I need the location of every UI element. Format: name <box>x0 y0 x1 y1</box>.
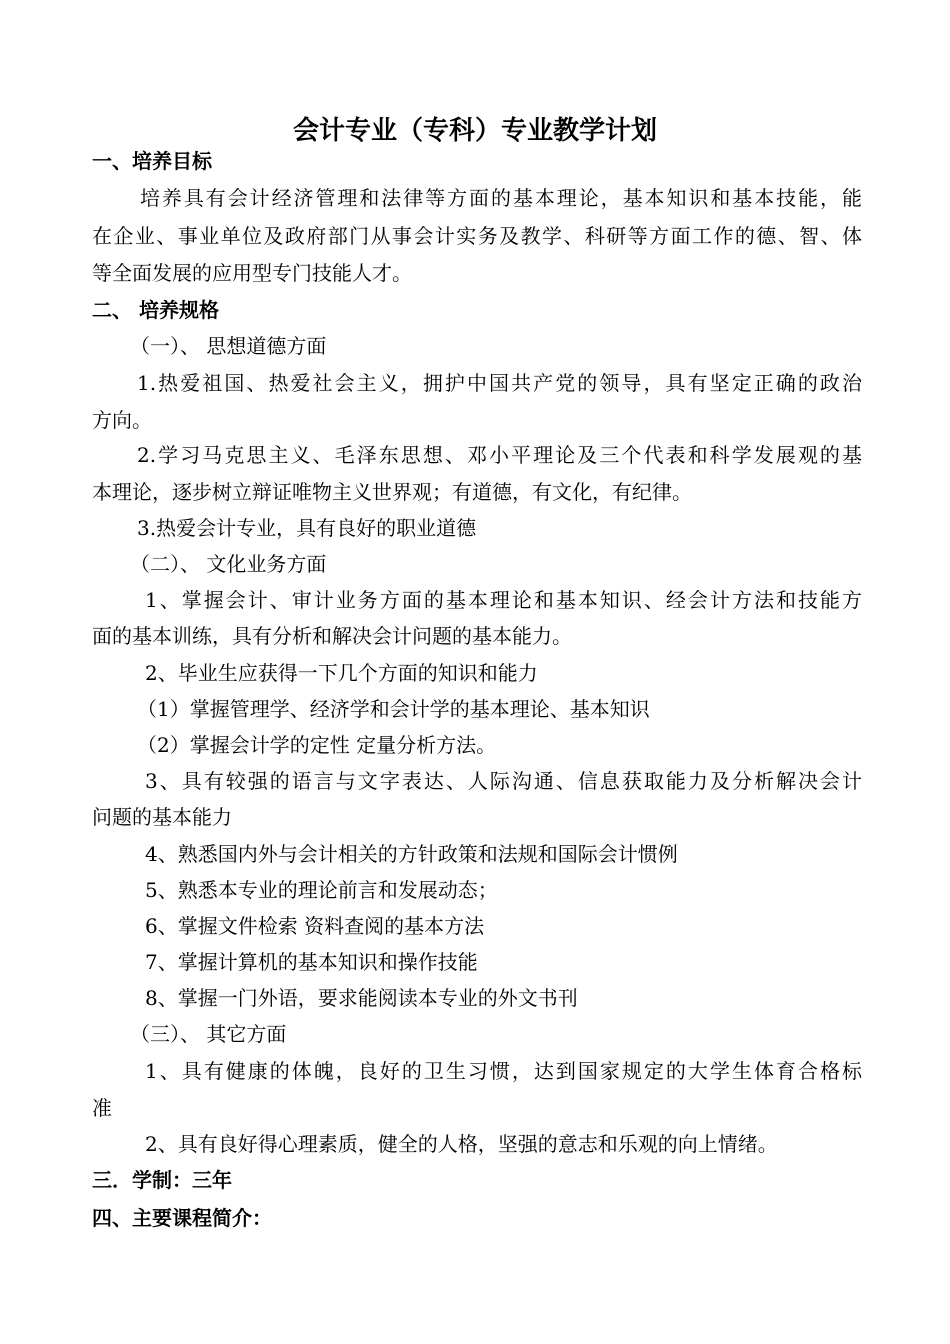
paragraph-line: 方向。 <box>92 408 152 432</box>
section-heading-duration: 三．学制：三年 <box>92 1168 232 1192</box>
paragraph-line: 面的基本训练，具有分析和解决会计问题的基本能力。 <box>92 624 572 648</box>
paragraph-line: 6、掌握文件检索 资料查阅的基本方法 <box>145 914 485 938</box>
paragraph-line: 培养具有会计经济管理和法律等方面的基本理论，基本知识和基本技能，能 <box>140 186 862 210</box>
paragraph-line: 3.热爱会计专业，具有良好的职业道德 <box>137 516 477 540</box>
subsection-heading-other: （三）、 其它方面 <box>130 1022 287 1046</box>
paragraph-line: 3、具有较强的语言与文字表达、人际沟通、信息获取能力及分析解决会计 <box>145 769 862 793</box>
paragraph-line: 问题的基本能力 <box>92 805 232 829</box>
paragraph-line: 等全面发展的应用型专门技能人才。 <box>92 261 412 285</box>
paragraph-line: 4、熟悉国内外与会计相关的方针政策和法规和国际会计惯例 <box>145 842 678 866</box>
paragraph-line: 5、熟悉本专业的理论前言和发展动态； <box>145 878 498 902</box>
section-heading-training-goal: 一、培养目标 <box>92 149 212 173</box>
paragraph-line: 2.学习马克思主义、毛泽东思想、邓小平理论及三个代表和科学发展观的基 <box>137 443 862 467</box>
document-title: 会计专业（专科）专业教学计划 <box>292 116 657 146</box>
paragraph-line: 2、具有良好得心理素质，健全的人格，坚强的意志和乐观的向上情绪。 <box>145 1132 778 1156</box>
paragraph-line: 1.热爱祖国、热爱社会主义，拥护中国共产党的领导，具有坚定正确的政治 <box>137 371 862 395</box>
paragraph-line: 1、掌握会计、审计业务方面的基本理论和基本知识、经会计方法和技能方 <box>145 588 862 612</box>
paragraph-line: （1）掌握管理学、经济学和会计学的基本理论、基本知识 <box>137 697 650 721</box>
section-heading-training-spec: 二、 培养规格 <box>92 298 219 322</box>
paragraph-line: 在企业、事业单位及政府部门从事会计实务及教学、科研等方面工作的德、智、体 <box>92 224 862 248</box>
paragraph-line: 7、掌握计算机的基本知识和操作技能 <box>145 950 478 974</box>
paragraph-line: 2、毕业生应获得一下几个方面的知识和能力 <box>145 661 538 685</box>
subsection-heading-culture: （二）、 文化业务方面 <box>130 552 327 576</box>
subsection-heading-moral: （一）、 思想道德方面 <box>130 334 327 358</box>
paragraph-line: （2）掌握会计学的定性 定量分析方法。 <box>137 733 497 757</box>
section-heading-courses: 四、主要课程简介： <box>92 1206 272 1230</box>
paragraph-line: 8、掌握一门外语，要求能阅读本专业的外文书刊 <box>145 986 578 1010</box>
paragraph-line: 准 <box>92 1096 112 1120</box>
paragraph-line: 本理论，逐步树立辩证唯物主义世界观；有道德，有文化，有纪律。 <box>92 480 692 504</box>
paragraph-line: 1、具有健康的体魄，良好的卫生习惯，达到国家规定的大学生体育合格标 <box>145 1059 862 1083</box>
